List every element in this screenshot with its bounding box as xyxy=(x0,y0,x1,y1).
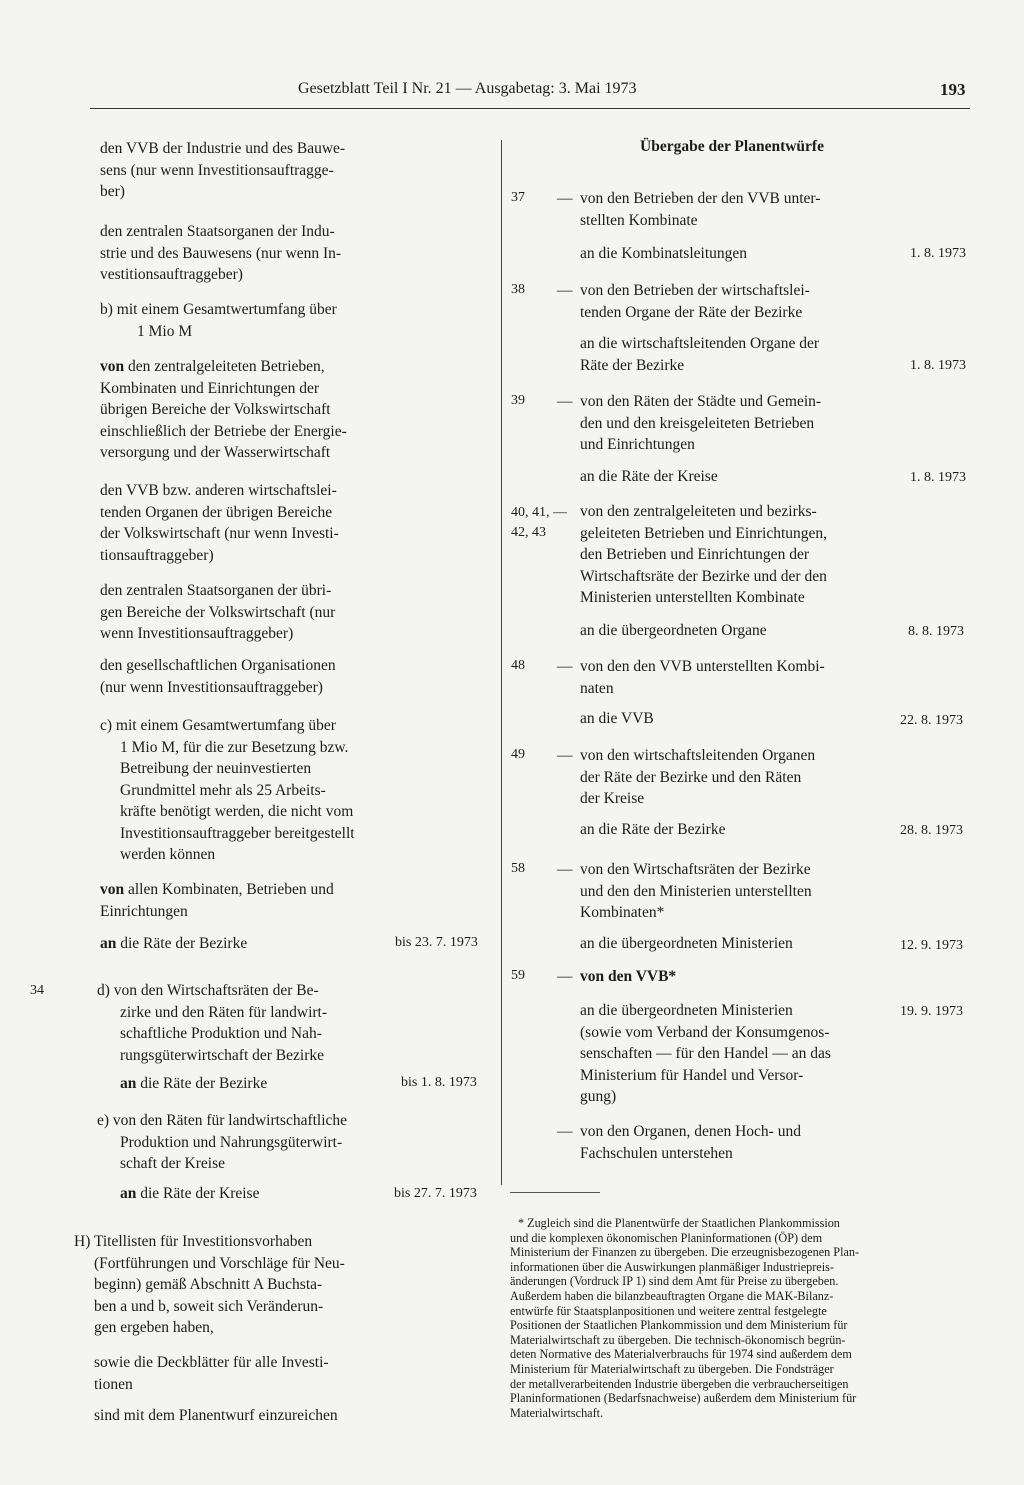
line: die Räte der Bezirke xyxy=(140,1075,268,1092)
line: tenden Organen der übrigen Bereiche xyxy=(100,503,333,521)
row-number: 39 xyxy=(511,393,525,408)
line: Planinformationen (Bedarfsnachweise) außerdem dem Ministerium für xyxy=(510,1391,857,1406)
left-p8 xyxy=(100,933,247,955)
line: und den den Ministerien unterstellten xyxy=(580,882,812,900)
row-an: an die Räte der Bezirke xyxy=(580,821,726,838)
row-date: 19. 9. 1973 xyxy=(900,1004,963,1019)
row-number: 37 xyxy=(511,190,525,205)
line: von den Organen, denen Hoch- und xyxy=(580,1123,801,1140)
line: 42, 43 xyxy=(511,525,546,540)
line: den Betrieben und Einrichtungen der xyxy=(580,546,809,563)
left-p4 xyxy=(100,480,339,566)
line: naten xyxy=(580,679,614,697)
dash: — xyxy=(557,968,573,985)
line: 1 Mio M, für die zur Besetzung bzw. xyxy=(120,738,349,756)
row-von xyxy=(580,391,821,456)
row-an xyxy=(580,333,819,376)
item-d-an xyxy=(120,1073,267,1095)
line: ben a und b, soweit sich Veränderun- xyxy=(94,1297,324,1315)
line: von den den VVB unterstellten Kombi- xyxy=(580,658,825,675)
line: tionsauftraggeber) xyxy=(100,546,214,564)
line: (Fortführungen und Vorschläge für Neu- xyxy=(94,1254,345,1272)
page-header-title: Gesetzblatt Teil I Nr. 21 — Ausgabetag: 3. Mai 1973 xyxy=(298,80,637,97)
row-von xyxy=(580,859,812,924)
von-label: von xyxy=(100,358,125,375)
line: von den Wirtschaftsräten der Bezirke xyxy=(580,861,811,878)
item-h-p3: sind mit dem Planentwurf einzureichen xyxy=(94,1407,338,1424)
line: von den zentralgeleiteten und bezirks- xyxy=(580,503,817,520)
line: die Räte der Kreise xyxy=(140,1185,260,1202)
line: der Kreise xyxy=(580,790,645,807)
row-number: 58 xyxy=(511,861,525,876)
page-number: 193 xyxy=(940,80,966,99)
line: von den Betrieben der wirtschaftslei- xyxy=(580,282,810,299)
line: und Einrichtungen xyxy=(580,436,695,453)
line: der Volkswirtschaft (nur wenn Investi- xyxy=(100,525,339,542)
row-an: an die übergeordneten Ministerien xyxy=(580,935,793,952)
line: Außerdem haben die bilanzbeauftragten Organe die MAK-Bilanz- xyxy=(510,1288,834,1303)
item-h xyxy=(74,1231,345,1339)
row-number: 59 xyxy=(511,968,525,983)
row-an: an die Räte der Kreise xyxy=(580,468,718,485)
line: Betreibung der neuinvestierten xyxy=(120,760,312,777)
extra-von xyxy=(580,1121,801,1164)
row-date: 28. 8. 1973 xyxy=(900,823,963,838)
row-von xyxy=(580,188,820,231)
dash: — xyxy=(557,190,573,207)
line: von den Räten der Städte und Gemein- xyxy=(580,393,822,410)
line: die Räte der Bezirke xyxy=(120,935,248,952)
left-p3 xyxy=(100,356,398,464)
line: tenden Organe der Räte der Bezirke xyxy=(580,303,803,321)
dash: — xyxy=(557,1123,573,1140)
dash: — xyxy=(557,658,573,675)
dash: — xyxy=(557,393,573,410)
line: sens (nur wenn Investitionsauftragge- xyxy=(100,161,334,179)
line: Produktion und Nahrungsgüterwirt- xyxy=(120,1133,343,1151)
row-date: 1. 8. 1973 xyxy=(910,246,966,261)
line: schaft der Kreise xyxy=(120,1155,226,1172)
deadline-date: bis 23. 7. 1973 xyxy=(395,935,478,950)
line: einschließlich der Betriebe der Energie- xyxy=(100,422,347,440)
line: Kombinaten und Einrichtungen der xyxy=(100,379,320,397)
line: werden können xyxy=(120,846,216,863)
line: den zentralen Staatsorganen der Indu- xyxy=(100,223,335,240)
line: Fachschulen unterstehen xyxy=(580,1144,733,1162)
line: den zentralgeleiteten Betrieben, xyxy=(128,358,325,375)
line: der metallverarbeitenden Industrie übergeben die verbraucherseitigen xyxy=(510,1376,849,1391)
line: Ministerium für Handel und Versor- xyxy=(580,1066,804,1084)
row-an: an die übergeordneten Organe xyxy=(580,622,767,639)
row-number xyxy=(511,503,567,543)
line: Materialwirtschaft zu übergeben. Die technisch-ökonomisch begrün- xyxy=(510,1332,846,1347)
line: Einrichtungen xyxy=(100,902,188,920)
line: Grundmittel mehr als 25 Arbeits- xyxy=(120,781,326,799)
header-rule xyxy=(90,108,970,109)
line: Kombinaten* xyxy=(580,904,665,921)
line: ber) xyxy=(100,183,125,200)
item-h-p2 xyxy=(94,1352,329,1395)
row-date: 12. 9. 1973 xyxy=(900,938,963,953)
row-date: 22. 8. 1973 xyxy=(900,713,963,728)
line: H) Titellisten für Investitionsvorhaben xyxy=(74,1233,313,1250)
line: der Räte der Bezirke und den Räten xyxy=(580,768,802,786)
line: entwürfe für Staatsplanpositionen und weitere zentral festgelegte xyxy=(510,1303,827,1318)
line: sowie die Deckblätter für alle Investi- xyxy=(94,1354,329,1371)
line: Ministerium der Finanzen zu übergeben. Die erzeugnisbezogenen Plan- xyxy=(510,1245,860,1260)
line: rungsgüterwirtschaft der Bezirke xyxy=(120,1046,325,1064)
line: und die komplexen ökonomischen Planinformationen (ÖP) dem xyxy=(510,1230,823,1245)
deadline-date: bis 1. 8. 1973 xyxy=(401,1075,477,1090)
row-an: an die Kombinatsleitungen xyxy=(580,245,748,262)
item-e-an xyxy=(120,1183,259,1205)
line: allen Kombinaten, Betrieben und xyxy=(128,881,334,898)
dash: — xyxy=(557,861,573,878)
footnote-rule xyxy=(510,1192,600,1193)
deadline-date: bis 27. 7. 1973 xyxy=(394,1186,477,1201)
line: den und den kreisgeleiteten Betrieben xyxy=(580,414,815,432)
item-e xyxy=(97,1110,347,1175)
line: Wirtschaftsräte der Bezirke und der den xyxy=(580,567,827,585)
row-date: 1. 8. 1973 xyxy=(910,470,966,485)
line: Ministerien unterstellten Kombinate xyxy=(580,589,805,606)
line: schaftliche Produktion und Nah- xyxy=(120,1025,322,1042)
row-an xyxy=(580,1000,831,1108)
margin-number: 34 xyxy=(30,983,44,998)
section-heading: Übergabe der Planentwürfe xyxy=(640,138,824,155)
column-divider xyxy=(501,140,502,1185)
item-c xyxy=(100,715,355,866)
line: kräfte benötigt werden, die nicht vom xyxy=(120,803,354,820)
line: versorgung und der Wasserwirtschaft xyxy=(100,444,331,461)
line: deten Normative des Materialverbrauchs für 1974 sind außerdem dem xyxy=(510,1347,852,1362)
row-date: 1. 8. 1973 xyxy=(910,358,966,373)
left-p2 xyxy=(100,221,341,286)
line: Räte der Bezirke xyxy=(580,356,685,374)
dash: — xyxy=(557,282,573,299)
an-label: an xyxy=(120,1075,137,1092)
line: b) mit einem Gesamtwertumfang über xyxy=(100,301,337,318)
row-number: 38 xyxy=(511,282,525,297)
line: den VVB bzw. anderen wirtschaftslei- xyxy=(100,482,337,499)
line: vestitionsauftraggeber) xyxy=(100,266,243,283)
row-an: an die VVB xyxy=(580,710,654,727)
an-label: an xyxy=(120,1185,137,1202)
item-d xyxy=(97,980,327,1066)
line: zirke und den Räten für landwirt- xyxy=(120,1003,328,1021)
line: stellten Kombinate xyxy=(580,211,698,229)
row-date: 8. 8. 1973 xyxy=(908,624,964,639)
line: übrigen Bereiche der Volkswirtschaft xyxy=(100,401,331,418)
row-von xyxy=(580,745,815,810)
line: senschaften — für den Handel — an das xyxy=(580,1045,831,1062)
line: an die wirtschaftsleitenden Organe der xyxy=(580,335,820,352)
line: 40, 41, — xyxy=(511,505,567,520)
line: den zentralen Staatsorganen der übri- xyxy=(100,582,332,599)
line: Ministerium für Materialwirtschaft zu übergeben. Die Fondsträger xyxy=(510,1361,834,1376)
footnote xyxy=(510,1216,859,1420)
row-von: von den VVB* xyxy=(580,968,677,985)
line: wenn Investitionsauftraggeber) xyxy=(100,625,294,642)
line: gung) xyxy=(580,1088,617,1105)
dash: — xyxy=(557,747,573,764)
line: * Zugleich sind die Planentwürfe der Staatlichen Plankommission xyxy=(518,1216,840,1230)
line: den VVB der Industrie und des Bauwe- xyxy=(100,140,346,157)
line: geleiteten Betrieben und Einrichtungen, xyxy=(580,524,828,542)
item-b xyxy=(100,299,337,342)
row-number: 49 xyxy=(511,747,525,762)
line: Investitionsauftraggeber bereitgestellt xyxy=(120,824,355,842)
line: gen Bereiche der Volkswirtschaft (nur xyxy=(100,603,336,621)
line: (sowie vom Verband der Konsumgenos- xyxy=(580,1023,830,1041)
line: 1 Mio M xyxy=(137,322,193,340)
line: von den Betrieben der den VVB unter- xyxy=(580,190,821,207)
left-p7 xyxy=(100,879,334,922)
line: (nur wenn Investitionsauftraggeber) xyxy=(100,678,323,696)
line: e) von den Räten für landwirtschaftliche xyxy=(97,1112,348,1129)
an-label: an xyxy=(100,935,117,952)
line: von den wirtschaftsleitenden Organen xyxy=(580,747,816,764)
von-label: von xyxy=(100,881,125,898)
row-von xyxy=(580,280,810,323)
left-p5 xyxy=(100,580,335,645)
line: c) mit einem Gesamtwertumfang über xyxy=(100,717,336,734)
left-p1 xyxy=(100,138,345,203)
row-number: 48 xyxy=(511,658,525,673)
line: gen ergeben haben, xyxy=(94,1319,214,1336)
line: beginn) gemäß Abschnitt A Buchsta- xyxy=(94,1276,323,1293)
left-p6 xyxy=(100,655,336,698)
line: strie und des Bauwesens (nur wenn In- xyxy=(100,244,342,262)
line: informationen über die Auswirkungen planmäßiger Industriepreis- xyxy=(510,1259,834,1274)
line: an die übergeordneten Ministerien xyxy=(580,1002,793,1019)
line: Positionen der Staatlichen Plankommission und dem Ministerium für xyxy=(510,1318,848,1333)
line: d) von den Wirtschaftsräten der Be- xyxy=(97,982,319,999)
row-von xyxy=(580,501,827,609)
line: den gesellschaftlichen Organisationen xyxy=(100,657,336,674)
line: Materialwirtschaft. xyxy=(510,1405,604,1420)
line: änderungen (Vordruck IP 1) sind dem Amt für Preise zu übergeben. xyxy=(510,1274,839,1289)
row-von xyxy=(580,656,825,699)
line: tionen xyxy=(94,1375,133,1393)
